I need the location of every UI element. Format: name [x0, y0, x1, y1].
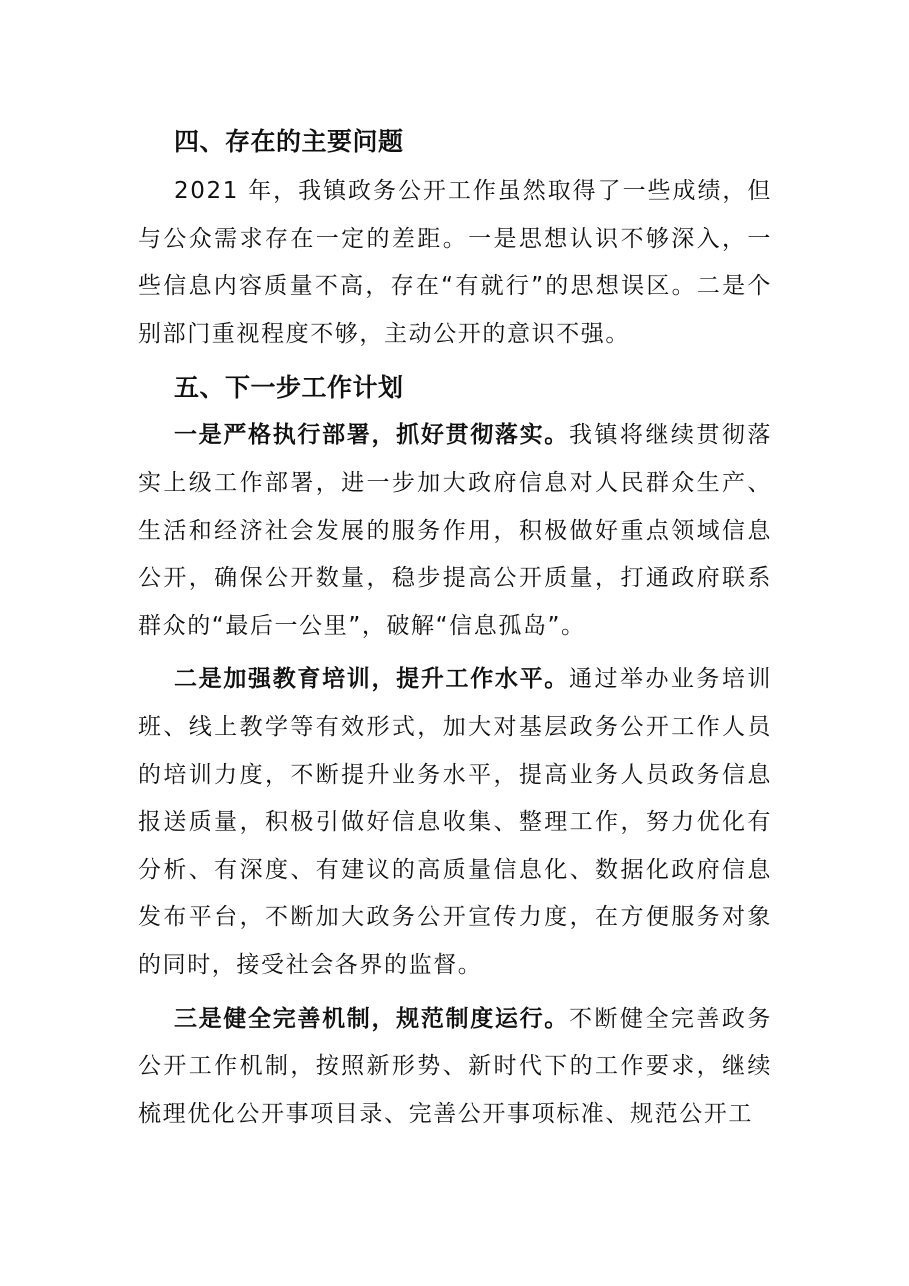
problems-paragraph: 2021 年，我镇政务公开工作虽然取得了一些成绩，但与公众需求存在一定的差距。一是思想认识不够深入，一些信息内容质量不高，存在“有就行”的思想误区。二是个别部门重视程度不够，主动公开的意识不强。 — [138, 178, 772, 347]
section-heading-next-plan: 五、下一步工作计划 — [174, 373, 404, 403]
plan-item-3-body: 不断健全完善政务公开工作机制，按照新形势、新时代下的工作要求，继续梳理优化公开事项目录、完善公开事项标准、规范公开工 — [138, 1005, 772, 1127]
document-page — [138, 118, 772, 1138]
plan-item-1-body: 我镇将继续贯彻落实上级工作部署，进一步加大政府信息对人民群众生产、生活和经济社会发展的服务作用，积极做好重点领域信息公开，确保公开数量，稳步提高公开质量，打通政府联系群众的“最后一公里”，破解“信息孤岛”。 — [138, 422, 772, 639]
plan-item-2 — [138, 656, 772, 989]
plan-item-1 — [138, 412, 772, 650]
plan-item-3 — [138, 996, 772, 1139]
plan-item-2-body: 通过举办业务培训班、线上教学等有效形式，加大对基层政务公开工作人员的培训力度，不断提升业务水平，提高业务人员政务信息报送质量，积极引做好信息收集、整理工作，努力优化有分析、有深度、有建议的高质量信息化、数据化政府信息发布平台，不断加大政务公开宣传力度，在方便服务对象的同时，接受社会各界的监督。 — [138, 666, 772, 978]
plan-item-3-lead: 三是健全完善机制，规范制度运行。 — [174, 1005, 569, 1032]
plan-item-2-lead: 二是加强教育培训，提升工作水平。 — [174, 666, 569, 693]
plan-item-1-lead: 一是严格执行部署，抓好贯彻落实。 — [174, 422, 569, 449]
section-heading-problems: 四、存在的主要问题 — [174, 127, 404, 156]
